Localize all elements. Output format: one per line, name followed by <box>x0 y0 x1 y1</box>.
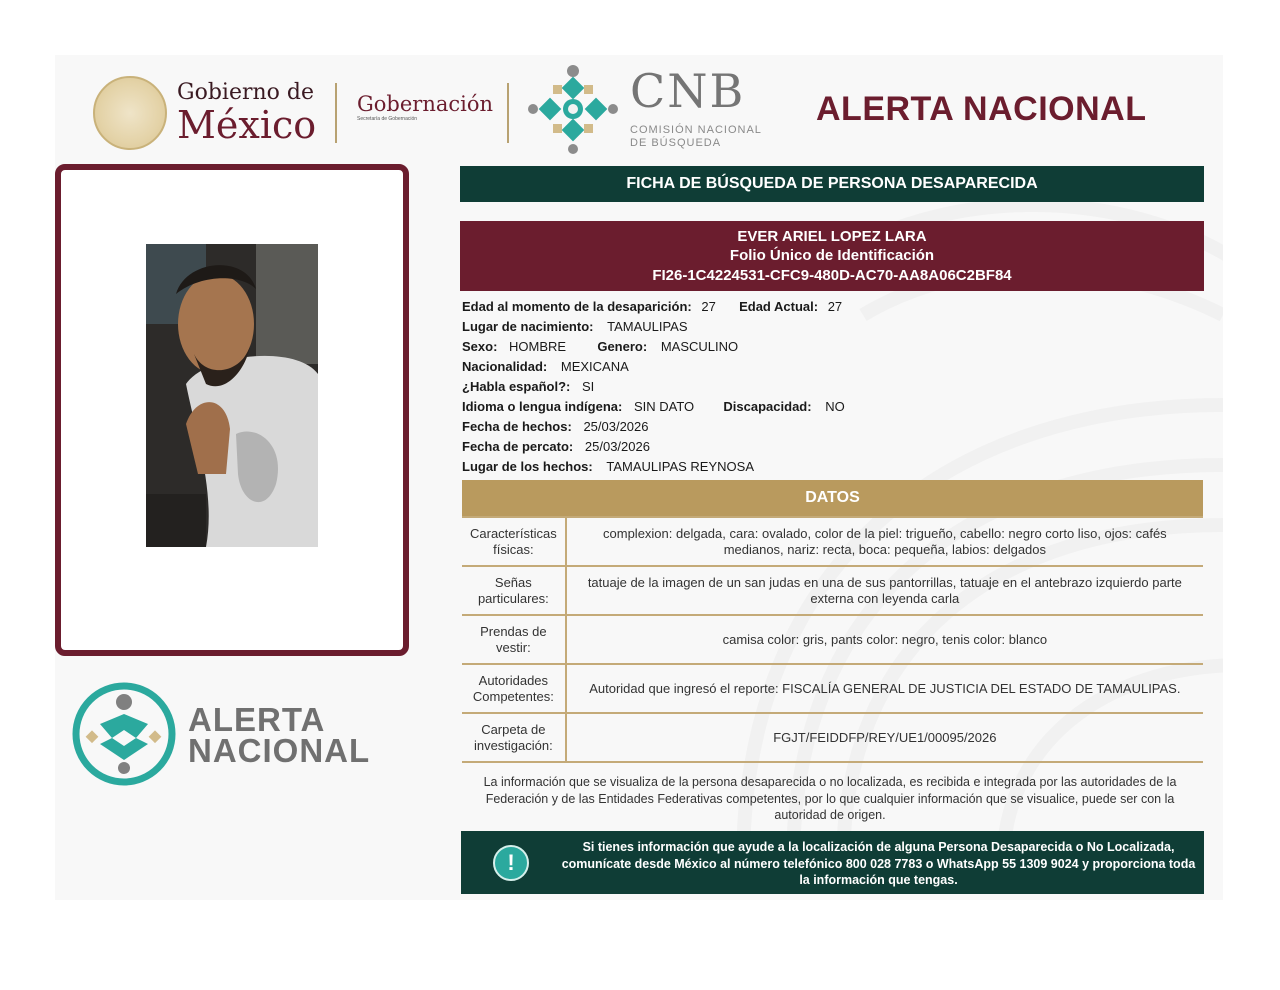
folio-label: Folio Único de Identificación <box>729 247 935 265</box>
field-row-espanol <box>462 377 845 397</box>
field-label: Idioma o lengua indígena: <box>462 399 623 414</box>
alerta-nacional-logo-text <box>188 701 371 769</box>
field-row-nacimiento <box>462 317 845 337</box>
field-label: Sexo: <box>462 339 498 354</box>
field-value: 27 <box>701 299 716 314</box>
table-row <box>462 664 1203 713</box>
disclaimer-text: La información que se visualiza de la persona desaparecida o no localizada, es recibida e integrada por las autoridades de la Federación y de las Entidades Federativas competentes, por lo que cualquier información que se visualice, puede ser con la autoridad de origen. <box>483 775 1177 822</box>
logo-line1: ALERTA <box>188 701 326 738</box>
gobernacion-text: Gobernación <box>357 92 494 116</box>
ficha-title-bar: FICHA DE BÚSQUEDA DE PERSONA DESAPARECIDA <box>460 166 1204 202</box>
field-row-lugar-hechos <box>462 457 845 477</box>
photo-frame <box>55 164 409 656</box>
person-name-box <box>460 221 1204 291</box>
field-value: TAMAULIPAS REYNOSA <box>606 459 754 474</box>
field-label: Nacionalidad: <box>462 359 548 374</box>
cnb-name-line2: DE BÚSQUEDA <box>630 137 722 150</box>
folio-id: FI26-1C4224531-CFC9-480D-AC70-AA8A06C2BF84 <box>652 266 1012 284</box>
field-value: 25/03/2026 <box>584 439 650 454</box>
row-label: Señas particulares: <box>462 566 566 615</box>
gobierno-line1: Gobierno de <box>177 80 314 105</box>
field-label: Edad al momento de la desaparición: <box>462 299 692 314</box>
header-divider <box>507 83 509 143</box>
person-fields <box>462 297 845 477</box>
cnb-emblem-icon <box>527 63 619 155</box>
table-row <box>462 517 1203 566</box>
table-row <box>462 566 1203 615</box>
field-value: SIN DATO <box>633 399 695 414</box>
logo-line2: NACIONAL <box>188 732 371 769</box>
datos-header: DATOS <box>462 480 1203 516</box>
field-value: 25/03/2026 <box>583 419 649 434</box>
exclamation-icon: ! <box>493 845 529 881</box>
cnb-acronym: CNB <box>630 64 746 118</box>
field-value: MEXICANA <box>560 359 629 374</box>
field-value: HOMBRE <box>509 339 567 354</box>
national-seal-icon <box>93 76 167 150</box>
row-value: Autoridad que ingresó el reporte: FISCALÍA GENERAL DE JUSTICIA DEL ESTADO DE TAMAULIPAS. <box>566 664 1203 713</box>
table-row <box>462 615 1203 664</box>
field-label: ¿Habla español?: <box>462 379 571 394</box>
row-label: Autoridades Competentes: <box>462 664 566 713</box>
alerta-nacional-title: ALERTA NACIONAL <box>816 90 1147 128</box>
gobernacion-subtext: Secretaría de Gobernación <box>357 116 418 122</box>
field-row-idioma <box>462 397 845 417</box>
gobierno-line2: México <box>177 103 317 147</box>
missing-person-photo <box>146 244 318 547</box>
field-label: Edad Actual: <box>739 299 819 314</box>
field-label: Fecha de hechos: <box>462 419 572 434</box>
row-value: complexion: delgada, cara: ovalado, color de la piel: trigueño, cabello: negro corto liso, ojos: cafés medianos, nariz: recta, boca: pequeña, labios: delgados <box>566 517 1203 566</box>
field-row-sexo <box>462 337 845 357</box>
field-value: 27 <box>827 299 843 314</box>
cnb-name-line1: COMISIÓN NACIONAL <box>630 124 762 136</box>
row-value: FGJT/FEIDDFP/REY/UE1/00095/2026 <box>566 713 1203 762</box>
field-row-nacionalidad <box>462 357 845 377</box>
table-row <box>462 713 1203 762</box>
row-label: Prendas de vestir: <box>462 615 566 664</box>
person-name: EVER ARIEL LOPEZ LARA <box>737 227 927 245</box>
alerta-nacional-emblem-icon <box>70 680 178 788</box>
gobernacion-logo <box>357 92 493 122</box>
row-value: camisa color: gris, pants color: negro, tenis color: blanco <box>566 615 1203 664</box>
gobierno-de-mexico-logo <box>93 76 316 150</box>
row-label: Características físicas: <box>462 517 566 566</box>
field-row-fecha-hechos <box>462 417 845 437</box>
cnb-logo-text <box>630 64 762 150</box>
field-value: MASCULINO <box>660 339 739 354</box>
field-label: Fecha de percato: <box>462 439 574 454</box>
row-label: Carpeta de investigación: <box>462 713 566 762</box>
field-label: Discapacidad: <box>723 399 812 414</box>
field-row-fecha-percato <box>462 437 845 457</box>
field-value: TAMAULIPAS <box>607 319 688 334</box>
field-value: SI <box>581 379 595 394</box>
datos-table <box>462 516 1203 763</box>
header-divider <box>335 83 337 143</box>
field-value: NO <box>825 399 845 414</box>
field-label: Genero: <box>597 339 648 354</box>
contact-info-bar <box>461 831 1204 894</box>
contact-info-text: Si tienes información que ayude a la localización de alguna Persona Desaparecida o No Localizada, comunícate desde México al número telefónico 800 028 7783 o WhatsApp 55 1309 9024 y proporciona toda la información que tengas. <box>561 840 1196 887</box>
field-label: Lugar de los hechos: <box>462 459 593 474</box>
field-row-edad <box>462 297 845 317</box>
field-label: Lugar de nacimiento: <box>462 319 594 334</box>
row-value: tatuaje de la imagen de un san judas en una de sus pantorrillas, tatuaje en el antebrazo izquierdo parte externa con leyenda carla <box>566 566 1203 615</box>
